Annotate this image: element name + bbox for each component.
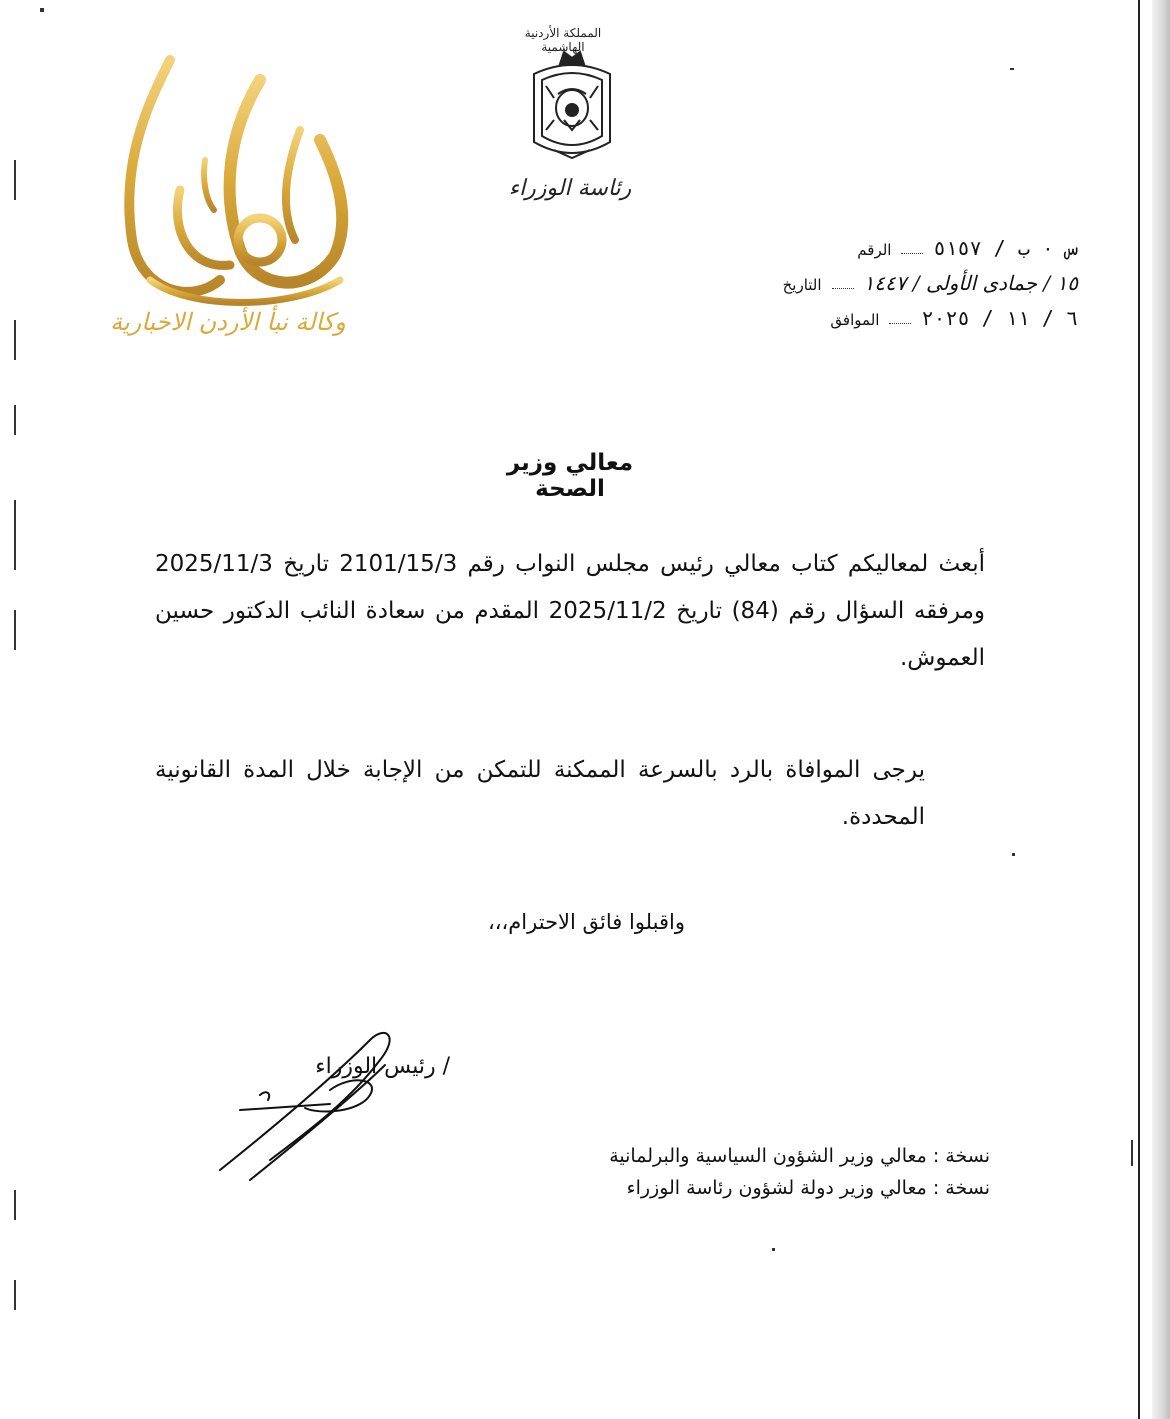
closing-salutation: واقبلوا فائق الاحترام،،،: [487, 910, 685, 934]
dotted-leader: [832, 287, 854, 289]
gregorian-date-row: [830, 306, 1078, 330]
copy-recipient-2: نسخة : معالي وزير دولة لشؤون رئاسة الوزراء: [626, 1177, 990, 1199]
scan-speck: [14, 320, 16, 360]
scan-speck: [772, 1248, 775, 1251]
dotted-leader: [901, 252, 923, 254]
gregorian-date-label: الموافق: [830, 311, 880, 329]
scan-speck: [14, 1190, 16, 1220]
gregorian-date-value: ٦ / ١١ / ٢٠٢٥: [921, 306, 1078, 330]
reference-number-row: [857, 236, 1078, 260]
letter-paragraph-2: يرجى الموافاة بالرد بالسرعة الممكنة للتمكن من الإجابة خلال المدة القانونية المحددة.: [155, 757, 925, 830]
letter-paragraph-1: أبعث لمعاليكم كتاب معالي رئيس مجلس النواب رقم 2101/15/3 تاريخ 2025/11/3 ومرفقه السؤال رقم (84) تاريخ 2025/11/2 المقدم من سعادة النائب الدكتور حسين العموش.: [155, 551, 986, 671]
watermark-caption: وكالة نبأ الأردن الاخبارية: [110, 308, 346, 336]
scan-speck: [14, 160, 16, 200]
scan-speck: [1012, 853, 1015, 856]
reference-number-value: س ٠ ب / ٥١٥٧: [933, 236, 1078, 260]
scan-speck: [1010, 68, 1014, 70]
hijri-date-row: [783, 271, 1078, 295]
hijri-date-value: ١٥ / جمادى الأولى / ١٤٤٧: [863, 271, 1078, 295]
scan-edge: [1152, 0, 1170, 1419]
scan-edge-line: [1138, 0, 1140, 1419]
scan-speck: [14, 500, 16, 570]
handwritten-signature-icon: [210, 1020, 450, 1190]
scan-speck: [1131, 1140, 1133, 1166]
kingdom-caption: المملكة الأردنية الهاشمية: [524, 26, 602, 54]
scan-speck: [14, 610, 16, 650]
scan-speck: [14, 405, 16, 435]
copy-recipient-1: نسخة : معالي وزير الشؤون السياسية والبرلمانية: [609, 1145, 990, 1167]
scan-speck: [14, 1280, 16, 1310]
signatory-title: / رئيس الوزراء: [315, 1054, 450, 1079]
jordan-coat-of-arms-icon: [524, 46, 620, 168]
scan-speck: [40, 8, 44, 12]
reference-number-label: الرقم: [857, 241, 892, 259]
organization-name: رئاسة الوزراء: [508, 176, 632, 201]
addressee: معالي وزير الصحة: [506, 450, 634, 502]
hijri-date-label: التاريخ: [782, 276, 822, 294]
dotted-leader: [889, 322, 911, 324]
